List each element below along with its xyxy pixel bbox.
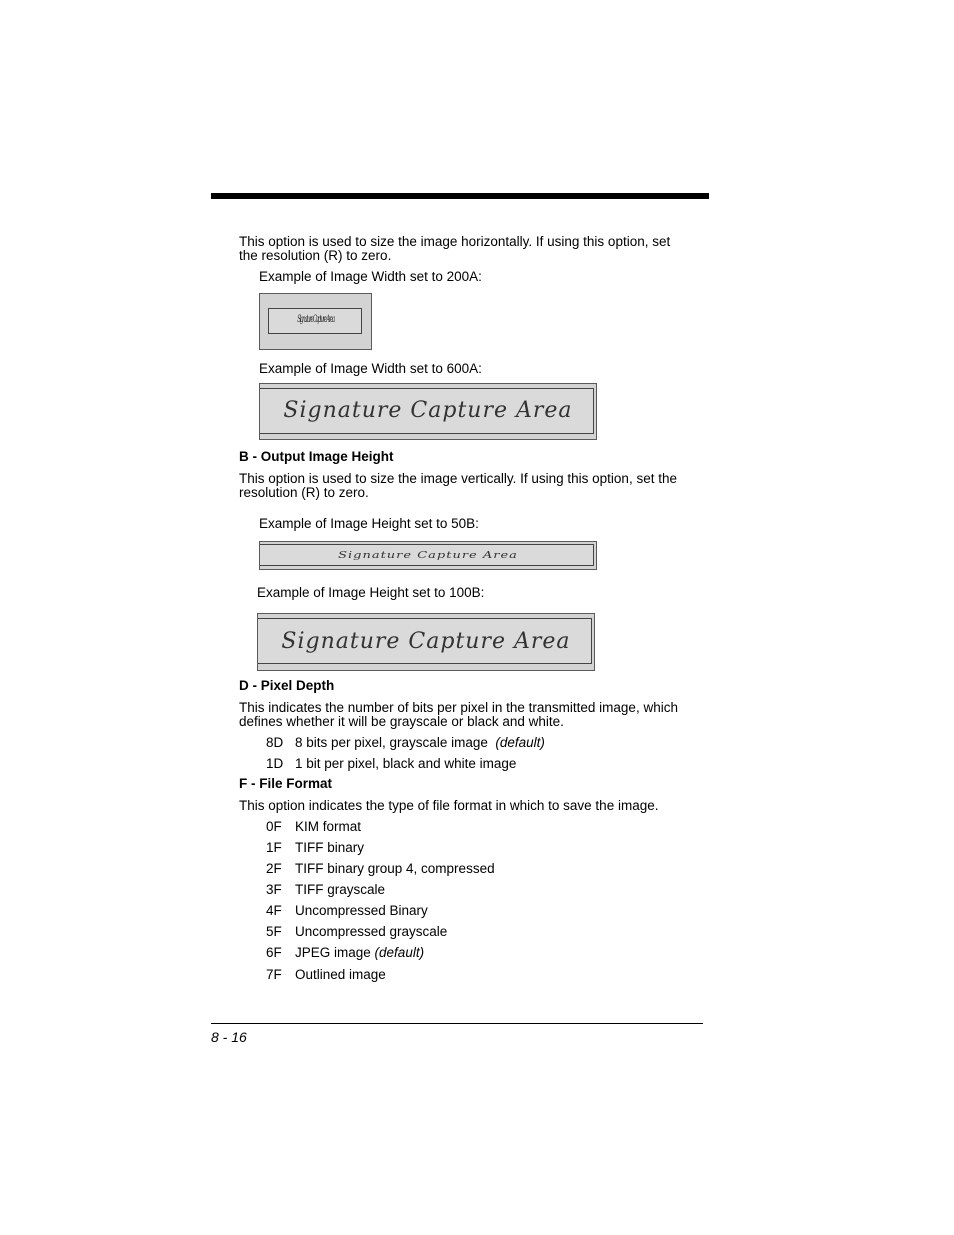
pixel-depth-intro-line2: defines whether it will be grayscale or black and white. [239,714,564,729]
height-intro-line1: This option is used to size the image vertically. If using this option, set the [239,471,677,486]
file-format-option-row [0,820,954,835]
footer-rule [211,1023,703,1024]
signature-text: Signature Capture Area [283,398,573,423]
pixel-depth-intro-line1: This indicates the number of bits per pixel in the transmitted image, which [239,700,678,715]
file-format-option-row [0,946,954,961]
default-note: (default) [495,735,545,750]
width-intro-line1: This option is used to size the image horizontally. If using this option, set [239,234,671,249]
option-code: 3F [266,882,282,897]
default-note: (default) [374,945,425,960]
file-format-option-row [0,925,954,940]
file-format-option-row [0,862,954,877]
option-description: Uncompressed grayscale [295,924,448,939]
option-code: 5F [266,924,282,939]
signature-text: Signature Capture Area [281,629,571,654]
option-code: 2F [266,861,282,876]
width-example-600-caption: Example of Image Width set to 600A: [259,361,482,376]
option-description: KIM format [295,819,362,834]
header-rule [211,193,709,199]
pixel-depth-option-row [0,736,954,751]
option-description: JPEG image (default) [295,945,425,960]
height-intro-line2: resolution (R) to zero. [239,485,369,500]
page-number: 8 - 16 [211,1029,247,1045]
option-code: 7F [266,967,282,982]
signature-image-height-100 [257,613,595,671]
pixel-depth-option-row [0,757,954,772]
option-code: 6F [266,945,282,960]
option-description: 1 bit per pixel, black and white image [295,756,517,771]
option-description: Uncompressed Binary [295,903,428,918]
option-description: TIFF grayscale [295,882,386,897]
signature-image-width-600 [259,383,597,440]
option-code: 1D [266,756,284,771]
signature-text: Signature Capture Area [297,314,334,325]
option-description: 8 bits per pixel, grayscale image (default) [295,735,545,750]
file-format-option-row [0,883,954,898]
option-code: 4F [266,903,282,918]
file-format-option-row [0,904,954,919]
height-example-50-caption: Example of Image Height set to 50B: [259,516,479,531]
file-format-option-row [0,968,954,983]
height-example-100-caption: Example of Image Height set to 100B: [257,585,485,600]
option-code: 0F [266,819,282,834]
option-description: Outlined image [295,967,386,982]
signature-text: Signature Capture Area [338,550,518,561]
file-format-option-row [0,841,954,856]
pixel-depth-heading: D - Pixel Depth [239,678,335,693]
width-intro-line2: the resolution (R) to zero. [239,248,392,263]
height-heading: B - Output Image Height [239,449,394,464]
option-code: 8D [266,735,284,750]
signature-image-height-50 [259,541,597,570]
width-example-200-caption: Example of Image Width set to 200A: [259,269,482,284]
file-format-intro: This option indicates the type of file format in which to save the image. [239,798,659,813]
option-code: 1F [266,840,282,855]
option-description: TIFF binary [295,840,365,855]
signature-image-width-200 [259,293,372,350]
option-description: TIFF binary group 4, compressed [295,861,495,876]
file-format-heading: F - File Format [239,776,333,791]
